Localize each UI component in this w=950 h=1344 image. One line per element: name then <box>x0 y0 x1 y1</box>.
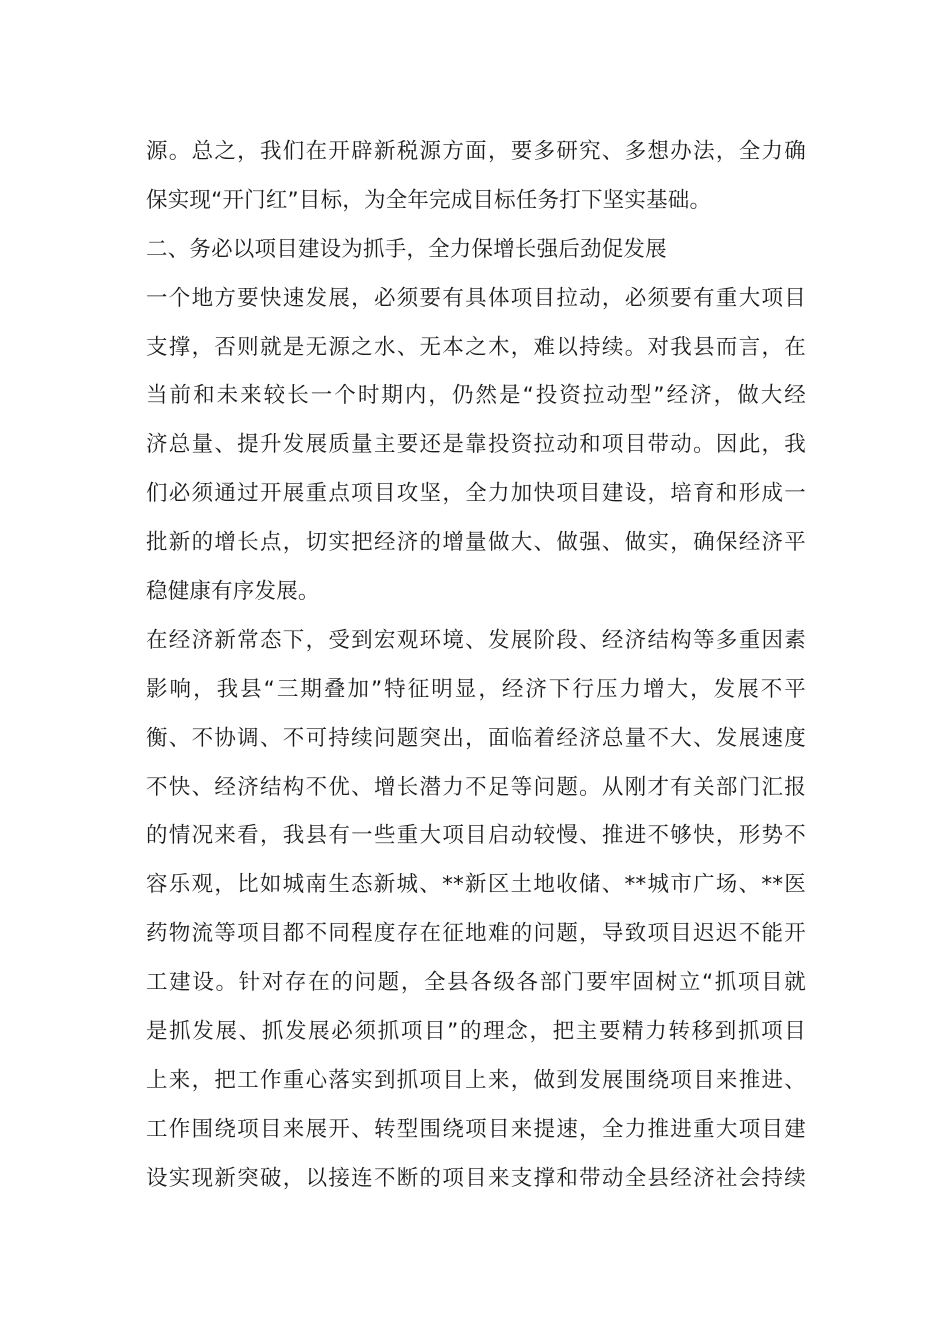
text-line: 们必须通过开展重点项目攻坚，全力加快项目建设，培育和形成一 <box>146 481 806 507</box>
text-line: 上来，把工作重心落实到抓项目上来，做到发展围绕项目来推进、 <box>146 1067 806 1093</box>
document-body <box>146 132 806 1208</box>
text-line: 当前和未来较长一个时期内，仍然是“投资拉动型”经济，做大经 <box>146 383 806 409</box>
text-line: 工作围绕项目来展开、转型围绕项目来提速，全力推进重大项目建 <box>146 1116 806 1142</box>
text-line: 工建设。针对存在的问题，全县各级各部门要牢固树立“抓项目就 <box>146 970 806 996</box>
text-line: 在经济新常态下，受到宏观环境、发展阶段、经济结构等多重因素 <box>146 627 806 653</box>
text-line: 药物流等项目都不同程度存在征地难的问题，导致项目迟迟不能开 <box>146 921 806 947</box>
text-line: 源。总之，我们在开辟新税源方面，要多研究、多想办法，全力确 <box>146 139 806 164</box>
text-line: 支撑，否则就是无源之水、无本之木，难以持续。对我县而言，在 <box>146 334 806 360</box>
text-line: 一个地方要快速发展，必须要有具体项目拉动，必须要有重大项目 <box>146 285 806 311</box>
text-line: 影响，我县“三期叠加”特征明显，经济下行压力增大，发展不平 <box>146 676 806 702</box>
text-line: 稳健康有序发展。 <box>146 579 320 605</box>
text-line: 容乐观，比如城南生态新城、**新区土地收储、**城市广场、**医 <box>146 872 806 898</box>
text-line: 的情况来看，我县有一些重大项目启动较慢、推进不够快，形势不 <box>146 823 806 849</box>
text-line: 是抓发展、抓发展必须抓项目”的理念，把主要精力转移到抓项目 <box>146 1019 806 1045</box>
text-line: 批新的增长点，切实把经济的增量做大、做强、做实，确保经济平 <box>146 530 806 556</box>
section-heading: 二、务必以项目建设为抓手，全力保增长强后劲促发展 <box>146 236 667 262</box>
text-line: 设实现新突破，以接连不断的项目来支撑和带动全县经济社会持续 <box>146 1165 806 1191</box>
text-line: 保实现“开门红”目标，为全年完成目标任务打下坚实基础。 <box>146 187 712 213</box>
text-line: 不快、经济结构不优、增长潜力不足等问题。从刚才有关部门汇报 <box>146 774 806 800</box>
text-line: 济总量、提升发展质量主要还是靠投资拉动和项目带动。因此，我 <box>146 432 806 458</box>
text-line: 衡、不协调、不可持续问题突出，面临着经济总量不大、发展速度 <box>146 725 806 751</box>
